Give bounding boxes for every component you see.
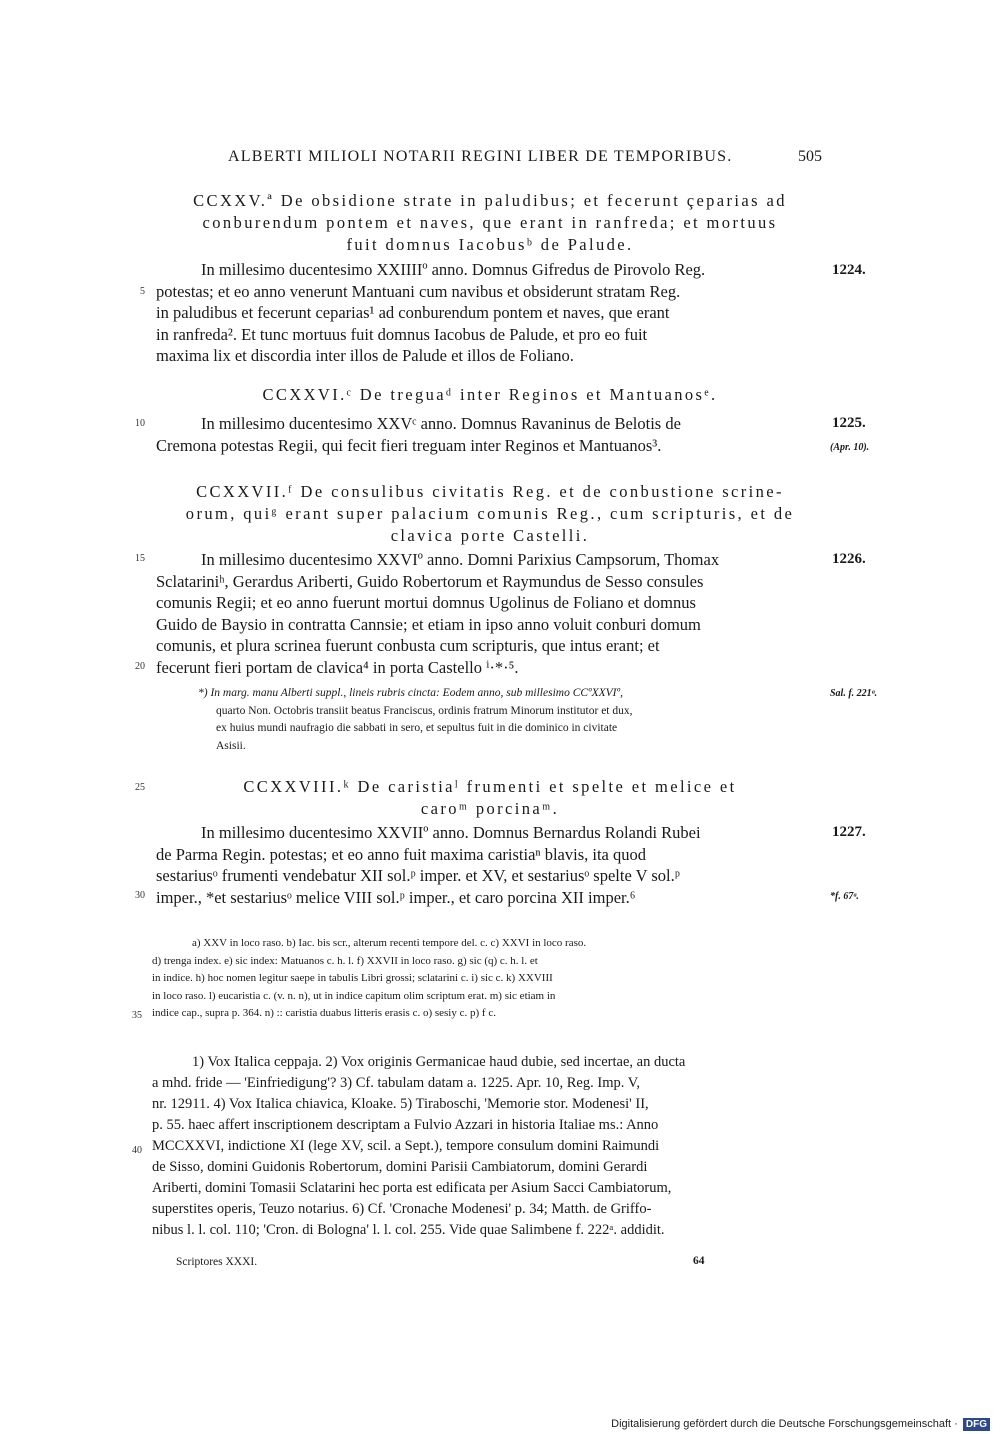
text-line: Cremona potestas Regii, qui fecit fieri treguam inter Reginos et Mantuanos³. bbox=[156, 435, 662, 455]
text-line: a) XXV in loco raso. b) Iac. bis scr., alterum recenti tempore del. c. c) XXVI in loco raso. bbox=[192, 937, 587, 949]
line-number: 15 bbox=[135, 553, 145, 564]
text-line: 1) Vox Italica ceppaja. 2) Vox originis Germanicae haud dubie, sed incertae, an ducta bbox=[192, 1054, 686, 1070]
text-line: de Sisso, domini Guidonis Robertorum, domini Parisii Cambiatorum, domini Gerardi bbox=[152, 1159, 648, 1175]
section-body-ccxxvi bbox=[156, 413, 826, 456]
section-heading-ccxxvii bbox=[150, 481, 830, 547]
text-line: ex huius mundi naufragio die sabbati in sero, et sepultus fuit in die dominico in civitate bbox=[216, 722, 618, 734]
line-number: 35 bbox=[132, 1010, 142, 1021]
line-number: 40 bbox=[132, 1145, 142, 1156]
text-line: potestas; et eo anno venerunt Mantuani cum navibus et obsiderunt stratam Reg. bbox=[156, 281, 681, 301]
line-number: 25 bbox=[135, 782, 145, 793]
heading-line: CCXXVIII.ᵏ De caristiaˡ frumenti et spelte et melice et bbox=[243, 777, 737, 796]
text-line: comunis Regii; et eo anno fuerunt mortui domnus Ugolinus de Foliano et domnus bbox=[156, 593, 696, 613]
year-marker: 1226. bbox=[832, 551, 866, 567]
text-line: Sclatariniʰ, Gerardus Ariberti, Guido Robertorum et Raymundus de Sesso consules bbox=[156, 571, 704, 591]
heading-line: fuit domnus Iacobusᵇ de Palude. bbox=[346, 235, 634, 254]
text-line: in loco raso. l) eucaristia c. (v. n. n), ut in indice capitum olim scriptum erat. m) sic etiam in bbox=[152, 989, 556, 1002]
heading-line: orum, quiᵍ erant super palacium comunis Reg., cum scripturis, et de bbox=[185, 504, 795, 523]
section-body-ccxxviii bbox=[156, 822, 826, 908]
sheet-number: 64 bbox=[693, 1255, 705, 1267]
text-line: comunis, et plura scrinea fuerunt conbusta cum scripturis, que intus erant; et bbox=[156, 636, 660, 656]
text-line: nr. 12911. 4) Vox Italica chiavica, Kloake. 5) Tiraboschi, 'Memorie stor. Modenesi' II, bbox=[152, 1096, 649, 1112]
heading-line: conburendum pontem et naves, que erant in ranfreda; et mortuus bbox=[202, 213, 778, 232]
dfg-text: Digitalisierung gefördert durch die Deutsche Forschungsgemeinschaft · bbox=[611, 1418, 958, 1430]
text-line: Asisii. bbox=[216, 739, 246, 752]
margin-note-ref: Sal. f. 221ᵃ. bbox=[830, 688, 878, 699]
text-line: a mhd. fride — 'Einfriedigung'? 3) Cf. tabulam datam a. 1225. Apr. 10, Reg. Imp. V, bbox=[152, 1075, 640, 1091]
section-heading-ccxxvi bbox=[150, 385, 830, 405]
margin-note bbox=[198, 685, 826, 755]
heading-line: CCXXVI.ᶜ De treguaᵈ inter Reginos et Mantuanosᵉ. bbox=[262, 385, 718, 404]
text-line: indice cap., supra p. 364. n) :: caristia duabus litteris erasis c. o) sesiy c. p) f c. bbox=[152, 1007, 496, 1019]
text-line: imper., *et sestariusᵒ melice VIII sol.ᵖ imper., et caro porcina XII imper.⁶ bbox=[156, 887, 636, 907]
text-line: MCCXXVI, indictione XI (lege XV, scil. a Sept.), tempore consulum domini Raimundi bbox=[152, 1138, 660, 1154]
section-body-ccxxv bbox=[156, 259, 826, 367]
text-line: fecerunt fieri portam de clavica⁴ in porta Castello ⁱ·*·⁵. bbox=[156, 657, 519, 677]
line-number: 5 bbox=[140, 286, 145, 297]
dfg-logo: DFG bbox=[963, 1418, 990, 1431]
date-note: (Apr. 10). bbox=[830, 442, 870, 453]
year-marker: 1224. bbox=[832, 262, 866, 278]
text-line: Guido de Baysio in contratta Cannsie; et etiam in ipso anno voluit conburi domum bbox=[156, 614, 701, 634]
text-line: de Parma Regin. potestas; et eo anno fuit maxima caristiaⁿ blavis, ita quod bbox=[156, 844, 646, 864]
text-line: nibus l. l. col. 110; 'Cron. di Bologna' l. l. col. 255. Vide quae Salimbene f. 222ᵃ. addidit. bbox=[152, 1222, 665, 1238]
text-line: superstites operis, Teuzo notarius. 6) Cf. 'Cronache Modenesi' p. 34; Matth. de Griffo- bbox=[152, 1201, 652, 1217]
text-line: In millesimo ducentesimo XXVᶜ anno. Domnus Ravaninus de Belotis de bbox=[201, 414, 681, 433]
year-marker: 1227. bbox=[832, 824, 866, 840]
text-line: in ranfreda². Et tunc mortuus fuit domnus Iacobus de Palude, et pro eo fuit bbox=[156, 324, 648, 344]
text-line: maxima lix et discordia inter illos de Palude et illos de Foliano. bbox=[156, 346, 574, 366]
folio-ref: *f. 67ᵃ. bbox=[830, 891, 859, 902]
text-line: d) trenga index. e) sic index: Matuanos c. h. l. f) XXVII in loco raso. g) sic (q) c. h. l. et bbox=[152, 954, 538, 967]
text-line: p. 55. haec affert inscriptionem descriptam a Fulvio Azzari in historia Italiae ms.: Anno bbox=[152, 1117, 659, 1133]
text-line: sestariusᵒ frumenti vendebatur XII sol.ᵖ imper. et XV, et sestariusᵒ spelte V sol.ᵖ bbox=[156, 866, 680, 886]
heading-line: CCXXV.ª De obsidione strate in paludibus; et fecerunt çeparias ad bbox=[193, 191, 787, 210]
line-number: 20 bbox=[135, 661, 145, 672]
heading-line: caroᵐ porcinaᵐ. bbox=[420, 799, 560, 818]
heading-line: clavica porte Castelli. bbox=[390, 526, 590, 545]
footnotes bbox=[152, 1052, 826, 1241]
line-number: 10 bbox=[135, 418, 145, 429]
section-body-ccxxvii bbox=[156, 549, 826, 679]
text-line: in indice. h) hoc nomen legitur saepe in tabulis Libri grossi; sclatarini c. i) sic c. k) XXVIII bbox=[152, 972, 553, 984]
text-line: In millesimo ducentesimo XXVIº anno. Domni Parixius Campsorum, Thomax bbox=[201, 550, 720, 569]
text-line: In millesimo ducentesimo XXVIIº anno. Domnus Bernardus Rolandi Rubei bbox=[201, 823, 701, 842]
text-line: quarto Non. Octobris transiit beatus Franciscus, ordinis fratrum Minorum institutor et dux, bbox=[216, 704, 633, 717]
heading-line: CCXXVII.ᶠ De consulibus civitatis Reg. et de conbustione scrine- bbox=[196, 482, 784, 501]
page-number: 505 bbox=[798, 148, 822, 165]
line-number: 30 bbox=[135, 890, 145, 901]
section-heading-ccxxviii bbox=[150, 776, 830, 820]
dfg-credit[interactable] bbox=[611, 1418, 990, 1431]
critical-apparatus bbox=[152, 935, 826, 1023]
text-line: In millesimo ducentesimo XXIIIIº anno. Domnus Gifredus de Pirovolo Reg. bbox=[201, 260, 706, 279]
signature-mark: Scriptores XXXI. bbox=[176, 1256, 258, 1268]
text-line: in paludibus et fecerunt ceparias¹ ad conburendum pontem et naves, que erant bbox=[156, 303, 670, 323]
section-heading-ccxxv bbox=[150, 190, 830, 256]
running-title: ALBERTI MILIOLI NOTARII REGINI LIBER DE TEMPORIBUS. bbox=[228, 148, 733, 165]
year-marker: 1225. bbox=[832, 415, 866, 431]
text-line: *) In marg. manu Alberti suppl., lineis rubris cincta: Eodem anno, sub millesimo CCºXXVIº, bbox=[198, 687, 623, 699]
text-line: Ariberti, domini Tomasii Sclatarini hec porta est edificata per Asium Sacci Cambiatorum, bbox=[152, 1180, 672, 1196]
